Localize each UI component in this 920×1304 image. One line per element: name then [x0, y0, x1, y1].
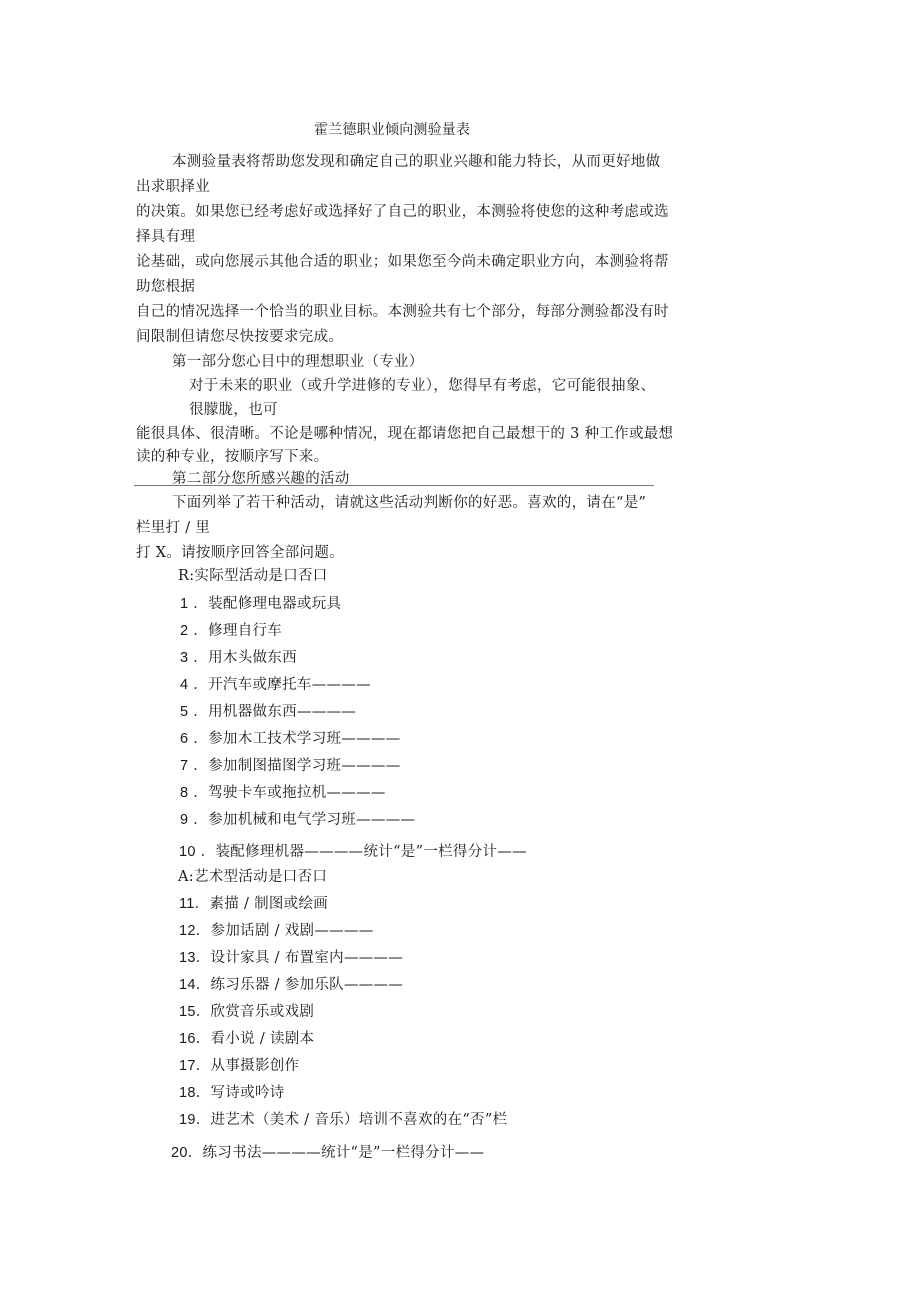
intro-line: 间限制但请您尽快按要求完成。 — [136, 329, 344, 345]
list-item — [179, 1029, 314, 1049]
item-text: 素描 / 制图或绘画 — [209, 896, 329, 912]
part1-line: 读的种专业，按顺序写下来。 — [136, 449, 329, 465]
document-title: 霍兰德职业倾向测验量表 — [314, 122, 471, 138]
list-item — [180, 675, 371, 695]
list-item — [171, 1143, 484, 1163]
item-text: 开汽车或摩托车———— — [208, 677, 371, 693]
item-text: 设计家具 / 布置室内———— — [210, 950, 404, 966]
item-number: 10 — [179, 844, 196, 860]
item-sep: ． — [200, 844, 216, 860]
item-number: 12 — [179, 923, 196, 939]
item-text: 写诗或吟诗 — [210, 1085, 285, 1101]
item-sep: ． — [195, 1031, 211, 1047]
part2-line: 下面列举了若干种活动，请就这些活动判断你的好恶。喜欢的，请在“是” — [172, 495, 647, 511]
item-number: 15 — [179, 1004, 196, 1020]
list-item — [180, 729, 401, 749]
item-number: 16 — [179, 1031, 196, 1047]
item-sep: ． — [195, 1004, 211, 1020]
item-sep: ． — [193, 704, 209, 720]
list-item — [180, 702, 356, 722]
intro-line: 出求职择业 — [136, 179, 210, 195]
item-sep: ． — [194, 896, 210, 912]
item-sep: ． — [193, 677, 209, 693]
list-item — [179, 842, 527, 862]
list-item — [179, 948, 403, 968]
item-text: 进艺术（美术 / 音乐）培训不喜欢的在“否”栏 — [210, 1112, 508, 1128]
item-text: 用木头做东西 — [208, 650, 297, 666]
item-number: 18 — [179, 1085, 196, 1101]
intro-line: 择具有理 — [136, 229, 196, 245]
item-number: 1 — [180, 596, 189, 612]
intro-line: 助您根据 — [136, 279, 196, 295]
item-sep: ． — [193, 596, 209, 612]
item-sep: ． — [193, 812, 209, 828]
item-sep: ． — [195, 950, 211, 966]
item-sep: ． — [193, 731, 209, 747]
part1-line: 很朦胧，也可 — [189, 402, 278, 418]
item-number: 19 — [179, 1112, 196, 1128]
intro-line: 自己的情况选择一个恰当的职业目标。本测验共有七个部分，每部分测验都没有时 — [136, 304, 669, 320]
section-divider — [134, 485, 654, 486]
list-item — [179, 894, 328, 914]
section-r-label: R:实际型活动是口否口 — [178, 568, 328, 584]
intro-line: 论基础，或向您展示其他合适的职业；如果您至今尚未确定职业方向，本测验将帮 — [136, 254, 669, 270]
item-number: 20 — [171, 1145, 188, 1161]
list-item — [180, 756, 401, 776]
intro-line: 的决策。如果您已经考虑好或选择好了自己的职业，本测验将使您的这种考虑或选 — [136, 204, 669, 220]
item-sep: ． — [187, 1145, 203, 1161]
part2-heading: 第二部分您所感兴趣的活动 — [172, 471, 350, 487]
list-item — [179, 1110, 507, 1130]
list-item — [180, 594, 341, 614]
item-number: 7 — [180, 758, 189, 774]
item-number: 3 — [180, 650, 189, 666]
item-sep: ． — [195, 977, 211, 993]
item-text: 参加机械和电气学习班———— — [208, 812, 416, 828]
item-text: 参加木工技术学习班———— — [208, 731, 401, 747]
item-number: 13 — [179, 950, 196, 966]
item-number: 17 — [179, 1058, 196, 1074]
item-sep: ． — [195, 1058, 211, 1074]
section-a-label: A:艺术型活动是口否口 — [178, 869, 328, 885]
item-sep: ． — [193, 623, 209, 639]
item-text: 装配修理电器或玩具 — [208, 596, 342, 612]
item-number: 6 — [180, 731, 189, 747]
list-item — [180, 783, 386, 803]
part1-line: 能很具体、很清晰。不论是哪种情况，现在都请您把自己最想干的 3 种工作或最想 — [136, 426, 674, 442]
list-item — [179, 1056, 299, 1076]
item-text: 看小说 / 读剧本 — [210, 1031, 315, 1047]
item-text: 参加话剧 / 戏剧———— — [210, 923, 374, 939]
item-text: 驾驶卡车或拖拉机———— — [208, 785, 386, 801]
item-sep: ． — [195, 923, 211, 939]
intro-line: 本测验量表将帮助您发现和确定自己的职业兴趣和能力特长，从而更好地做 — [172, 154, 661, 170]
item-sep: ． — [195, 1112, 211, 1128]
item-text: 欣赏音乐或戏剧 — [210, 1004, 315, 1020]
item-text: 装配修理机器————统计“是”一栏得分计—— — [215, 844, 527, 860]
list-item — [179, 921, 374, 941]
item-text: 用机器做东西———— — [208, 704, 357, 720]
part1-heading: 第一部分您心目中的理想职业（专业） — [172, 354, 424, 370]
item-sep: ． — [193, 785, 209, 801]
item-text: 练习书法————统计“是”一栏得分计—— — [202, 1145, 485, 1161]
item-text: 从事摄影创作 — [210, 1058, 300, 1074]
item-sep: ． — [193, 758, 209, 774]
item-number: 4 — [180, 677, 189, 693]
item-sep: ． — [195, 1085, 211, 1101]
item-number: 5 — [180, 704, 189, 720]
item-text: 练习乐器 / 参加乐队———— — [210, 977, 404, 993]
list-item — [180, 648, 297, 668]
list-item — [180, 810, 415, 830]
item-number: 2 — [180, 623, 189, 639]
item-number: 14 — [179, 977, 196, 993]
item-text: 修理自行车 — [208, 623, 283, 639]
item-number: 11 — [179, 896, 195, 912]
item-sep: ． — [193, 650, 209, 666]
list-item — [180, 621, 282, 641]
list-item — [179, 1002, 314, 1022]
part1-line: 对于未来的职业（或升学进修的专业），您得早有考虑，它可能很抽象、 — [189, 378, 656, 394]
item-number: 8 — [180, 785, 189, 801]
item-number: 9 — [180, 812, 189, 828]
list-item — [179, 1083, 285, 1103]
part2-line: 栏里打 / 里 — [136, 520, 211, 536]
part2-line: 打 X。请按顺序回答全部问题。 — [136, 545, 344, 561]
item-text: 参加制图描图学习班———— — [208, 758, 401, 774]
list-item — [179, 975, 403, 995]
